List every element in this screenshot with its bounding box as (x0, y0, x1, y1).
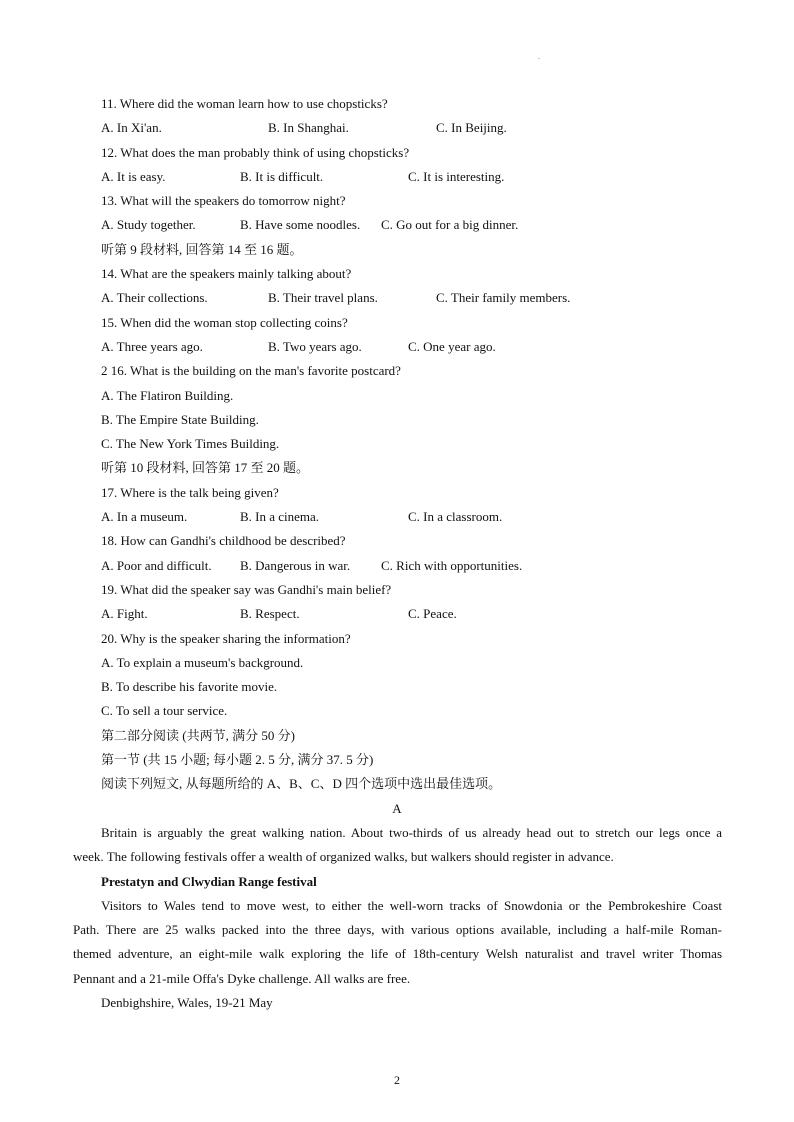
option-c: C. Their family members. (436, 290, 571, 306)
option-b: B. The Empire State Building. (101, 411, 259, 427)
question-14-stem: 14. What are the speakers mainly talking about? (101, 266, 352, 282)
option-b: B. Respect. (240, 606, 300, 622)
option-a: A. To explain a museum's background. (101, 654, 304, 670)
question-13-options (0, 213, 794, 237)
question-14-options (0, 286, 794, 310)
question-11-stem: 11. Where did the woman learn how to use chopsticks? (101, 96, 388, 111)
option-b: B. Have some noodles. (240, 217, 361, 233)
festival-line-3: themed adventure, an eight-mile walk exploring the life of 18th-century Welsh naturalist and travel writer Thomas (73, 946, 722, 962)
festival-description (0, 894, 722, 991)
option-b: B. It is difficult. (240, 168, 324, 184)
option-c: C. The New York Times Building. (101, 436, 280, 452)
option-a: A. It is easy. (101, 168, 166, 184)
festival-location: Denbighshire, Wales, 19-21 May (101, 994, 273, 1010)
question-17-options (0, 505, 794, 529)
question-12-stem: 12. What does the man probably think of using chopsticks? (101, 144, 410, 160)
question-18-stem: 18. How can Gandhi's childhood be described? (101, 533, 346, 549)
question-11-options (0, 116, 794, 140)
instruction-passage-9: 听第 9 段材料, 回答第 14 至 16 题。 (101, 241, 303, 257)
question-12-options (0, 165, 794, 189)
passage-intro (0, 821, 722, 870)
section-one-heading: 第一节 (共 15 小题; 每小题 2. 5 分, 满分 37. 5 分) (101, 752, 374, 768)
question-18-options (0, 554, 794, 578)
option-b: B. In Shanghai. (268, 120, 349, 136)
question-17-stem: 17. Where is the talk being given? (101, 484, 279, 500)
option-a: A. In Xi'an. (101, 120, 162, 136)
question-19-options (0, 602, 794, 626)
question-19-stem: 19. What did the speaker say was Gandhi's main belief? (101, 581, 392, 597)
question-15-options (0, 335, 794, 359)
option-a: A. Their collections. (101, 290, 208, 306)
page-number: 2 (394, 1073, 400, 1087)
option-c: C. Peace. (408, 606, 457, 622)
question-13-stem: 13. What will the speakers do tomorrow night? (101, 193, 346, 209)
passage-letter: A (392, 800, 402, 816)
option-a: A. Study together. (101, 217, 196, 233)
page-content (0, 92, 794, 1015)
question-16-stem: 2 16. What is the building on the man's favorite postcard? (101, 363, 401, 379)
scan-dot: . (538, 52, 540, 61)
instruction-passage-10: 听第 10 段材料, 回答第 17 至 20 题。 (101, 460, 310, 476)
intro-line-2: week. The following festivals offer a wealth of organized walks, but walkers should register in advance. (73, 849, 614, 865)
option-a: A. Fight. (101, 606, 148, 622)
festival-title: Prestatyn and Clwydian Range festival (101, 873, 317, 889)
option-b: B. Their travel plans. (268, 290, 378, 306)
option-c: C. In a classroom. (408, 509, 503, 525)
option-b: B. In a cinema. (240, 509, 320, 525)
intro-line-1: Britain is arguably the great walking nation. About two-thirds of us already head out to stretch our legs once a (101, 824, 722, 840)
festival-line-2: Path. There are 25 walks packed into the three days, with various options available, including a half-mile Roman- (73, 922, 722, 938)
option-a: A. Three years ago. (101, 338, 203, 354)
option-c: C. It is interesting. (408, 168, 505, 184)
option-a: A. In a museum. (101, 509, 188, 525)
question-20-stem: 20. Why is the speaker sharing the information? (101, 630, 351, 646)
option-a: A. Poor and difficult. (101, 557, 212, 573)
option-b: B. To describe his favorite movie. (101, 679, 278, 695)
reading-directions: 阅读下列短文, 从每题所给的 A、B、C、D 四个选项中选出最佳选项。 (101, 776, 502, 792)
option-c: C. Rich with opportunities. (381, 557, 523, 573)
option-c: C. To sell a tour service. (101, 703, 228, 719)
option-c: C. Go out for a big dinner. (381, 217, 519, 233)
part-two-heading: 第二部分阅读 (共两节, 满分 50 分) (101, 727, 295, 743)
question-15-stem: 15. When did the woman stop collecting coins? (101, 314, 348, 330)
option-b: B. Dangerous in war. (240, 557, 351, 573)
option-c: C. In Beijing. (436, 120, 507, 136)
festival-line-4: Pennant and a 21-mile Offa's Dyke challenge. All walks are free. (73, 970, 411, 986)
option-c: C. One year ago. (408, 338, 496, 354)
festival-line-1: Visitors to Wales tend to move west, to either the well-worn tracks of Snowdonia or the Pembrokeshire Coast (101, 897, 722, 913)
option-a: A. The Flatiron Building. (101, 387, 234, 403)
option-b: B. Two years ago. (268, 338, 362, 354)
